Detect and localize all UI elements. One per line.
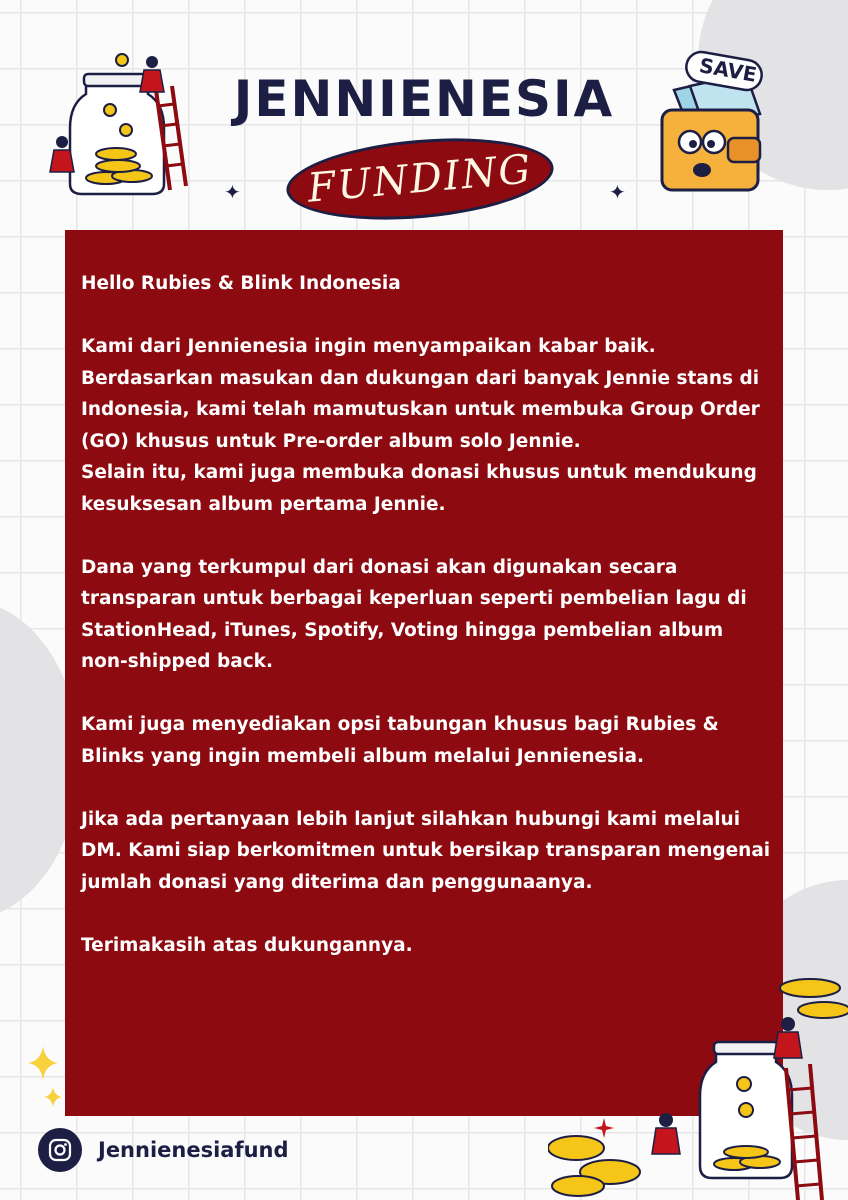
yellow-sparkle-icon <box>28 1046 58 1080</box>
instagram-link[interactable] <box>38 1128 289 1172</box>
letter-greeting: Hello Rubies & Blink Indonesia <box>81 273 401 294</box>
instagram-handle[interactable]: Jennienesiafund <box>98 1138 289 1162</box>
page-title: JENNIENESIA <box>233 70 615 128</box>
sparkle-icon: ✦ <box>224 180 241 204</box>
funding-badge <box>283 128 557 229</box>
letter-signoff: Terimakasih atas dukungannya. <box>81 934 413 956</box>
letter-paragraph: Dana yang terkumpul dari donasi akan digunakan secara transparan untuk berbagai keperluan seperti pembelian lagu di StationHead, iTunes, Spotify, Voting hingga pembelian album non-shipped back. <box>81 556 747 672</box>
coin-jar-illustration-bottom <box>548 968 848 1200</box>
instagram-icon <box>38 1128 82 1172</box>
letter-paragraph: Jika ada pertanyaan lebih lanjut silahkan hubungi kami melalui DM. Kami siap berkomitmen untuk bersikap transparan mengenai jumlah donasi yang diterima dan penggunaanya. <box>81 808 771 893</box>
save-sticker-label: SAVE <box>697 53 759 87</box>
letter-paragraph: Kami juga menyediakan opsi tabungan khusus bagi Rubies & Blinks yang ingin membeli album melalui Jennienesia. <box>81 714 719 767</box>
yellow-sparkle-icon <box>44 1086 62 1108</box>
sparkle-icon: ✦ <box>609 180 626 204</box>
letter-paragraph: Selain itu, kami juga membuka donasi khusus untuk mendukung kesuksesan album pertama Jennie. <box>81 462 757 515</box>
letter-paragraph: Kami dari Jennienesia ingin menyampaikan kabar baik. Berdasarkan masukan dan dukungan dari banyak Jennie stans di Indonesia, kami telah mamutuskan untuk membuka Group Order (GO) khusus untuk Pre-order album solo Jennie. <box>81 336 760 452</box>
letter-body <box>81 268 771 961</box>
funding-badge-label: FUNDING <box>305 146 535 212</box>
coin-jar-illustration <box>40 50 190 200</box>
